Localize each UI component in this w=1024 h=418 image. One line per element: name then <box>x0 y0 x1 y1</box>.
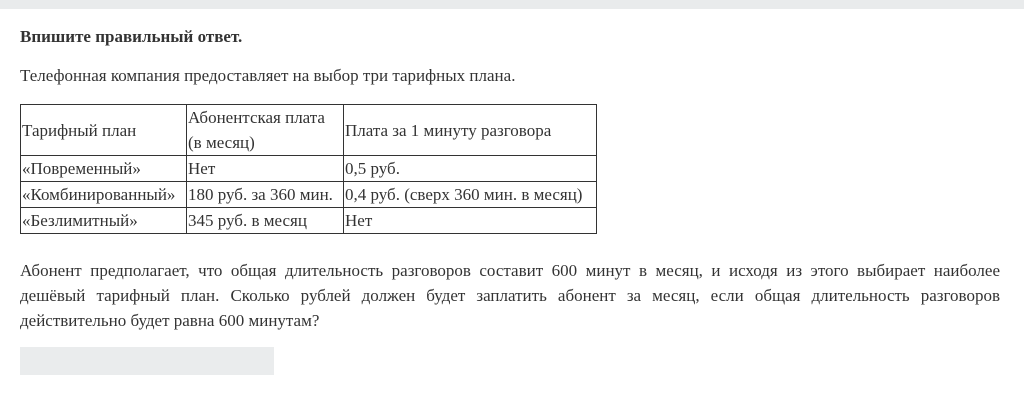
table-cell: Нет <box>187 156 344 182</box>
answer-input[interactable] <box>20 347 274 375</box>
table-row <box>21 156 597 182</box>
task-content <box>20 26 1000 375</box>
table-row <box>21 182 597 208</box>
header-cell-plan: Тарифный план <box>21 105 187 156</box>
tariff-table <box>20 104 597 234</box>
table-cell: «Повременный» <box>21 156 187 182</box>
task-intro: Телефонная компания предоставляет на выбор три тарифных плана. <box>20 66 516 85</box>
table-cell: «Комбинированный» <box>21 182 187 208</box>
task-instruction: Впишите правильный ответ. <box>20 27 243 46</box>
table-row <box>21 208 597 234</box>
header-cell-fee: Абонентская плата (в месяц) <box>187 105 344 156</box>
header-cell-rate: Плата за 1 минуту разговора <box>344 105 597 156</box>
table-cell: «Безлимитный» <box>21 208 187 234</box>
table-cell: 0,5 руб. <box>344 156 597 182</box>
task-question: Абонент предполагает, что общая длительность разговоров составит 600 минут в месяц, и исходя из этого выбирает наиболее дешёвый тарифный план. Сколько рублей должен будет заплатить абонент за месяц, если общая длительность разговоров действительно будет равна 600 минутам? <box>20 261 1000 330</box>
table-cell: 345 руб. в месяц <box>187 208 344 234</box>
table-header-row <box>21 105 597 156</box>
table-cell: 180 руб. за 360 мин. <box>187 182 344 208</box>
table-cell: Нет <box>344 208 597 234</box>
table-cell: 0,4 руб. (сверх 360 мин. в месяц) <box>344 182 597 208</box>
top-bar <box>0 0 1024 9</box>
